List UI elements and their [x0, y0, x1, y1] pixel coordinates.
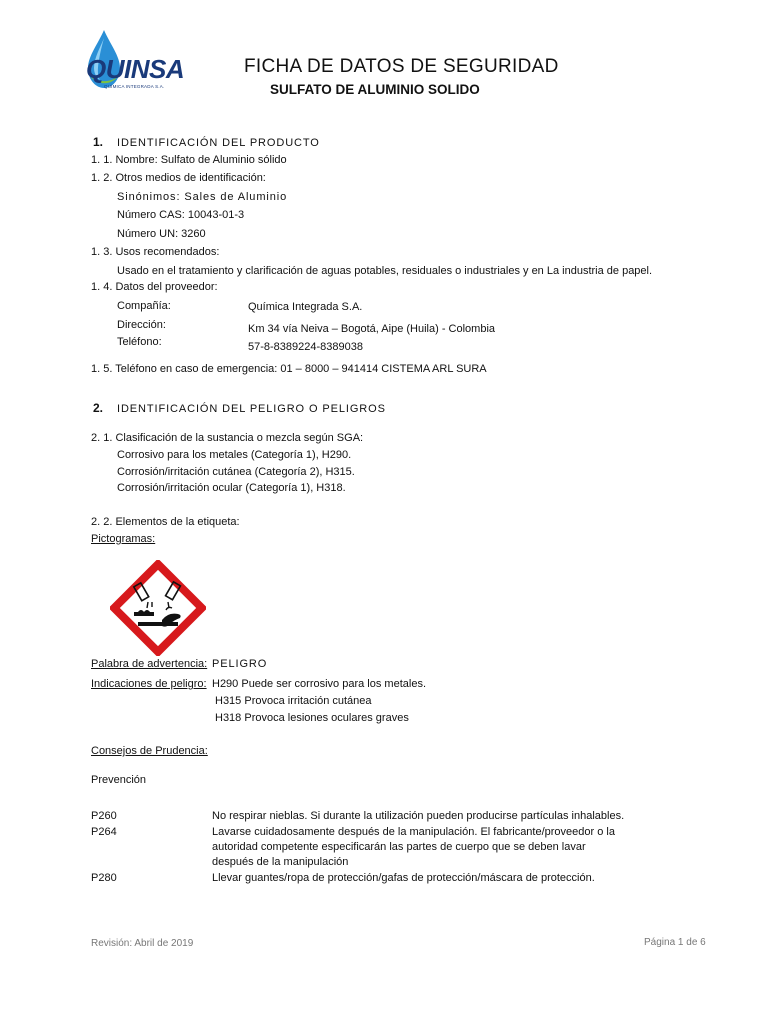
- p264-line-2: autoridad competente especificarán las partes de cuerpo que se deben lavar: [212, 841, 586, 853]
- ghs-corrosion-icon: [110, 560, 206, 656]
- un-number: Número UN: 3260: [117, 228, 206, 240]
- hazard-h318: H318 Provoca lesiones oculares graves: [215, 712, 409, 724]
- classification-2: Corrosión/irritación cutánea (Categoría 2), H315.: [117, 466, 355, 478]
- logo-subtext: QUÍMICA INTEGRADA S.A.: [104, 84, 165, 89]
- address-value: Km 34 vía Neiva – Bogotá, Aipe (Huila) - Colombia: [248, 323, 496, 335]
- p280-code: P280: [91, 872, 117, 884]
- logo-text: QUINSA: [86, 54, 185, 84]
- item-2-2: 2. 2. Elementos de la etiqueta:: [91, 516, 240, 528]
- signal-word-label: Palabra de advertencia:: [91, 658, 208, 670]
- company-logo: [76, 28, 185, 98]
- address-label: Dirección:: [117, 319, 166, 331]
- document-title: FICHA DE DATOS DE SEGURIDAD: [244, 56, 559, 77]
- footer-page-number: Página 1 de 6: [644, 937, 706, 948]
- p264-code: P264: [91, 826, 117, 838]
- synonyms-text: Sinónimos: Sales de Aluminio: [117, 191, 288, 203]
- section-2-number: 2.: [93, 401, 104, 415]
- synonyms: [117, 190, 287, 204]
- item-1-2: 1. 2. Otros medios de identificación:: [91, 172, 266, 184]
- document-subtitle: SULFATO DE ALUMINIO SOLIDO: [270, 82, 480, 97]
- item-2-1: 2. 1. Clasificación de la sustancia o mezcla según SGA:: [91, 432, 364, 444]
- p260-text: No respirar nieblas. Si durante la utilización pueden producirse partículas inhalables.: [212, 810, 625, 822]
- p264-line-3: después de la manipulación: [212, 856, 349, 868]
- phone-value: 57-8-8389224-8389038: [248, 341, 363, 353]
- hazard-h315: H315 Provoca irritación cutánea: [215, 695, 372, 707]
- item-1-1: 1. 1. Nombre: Sulfato de Aluminio sólido: [91, 154, 287, 166]
- phone-label: Teléfono:: [117, 336, 162, 348]
- cas-number: Número CAS: 10043-01-3: [117, 209, 245, 221]
- company-label: Compañía:: [117, 300, 171, 312]
- p260-code: P260: [91, 810, 117, 822]
- item-1-3: 1. 3. Usos recomendados:: [91, 246, 220, 258]
- section-1-number: 1.: [93, 135, 104, 149]
- p264-line-1: Lavarse cuidadosamente después de la manipulación. El fabricante/proveedor o la: [212, 826, 615, 838]
- company-value: Química Integrada S.A.: [248, 301, 363, 313]
- hazard-statements-label: Indicaciones de peligro:: [91, 678, 207, 690]
- recommended-uses: Usado en el tratamiento y clarificación de aguas potables, residuales o industriales y en La industria de papel.: [117, 265, 653, 277]
- p280-text: Llevar guantes/ropa de protección/gafas de protección/máscara de protección.: [212, 872, 595, 884]
- item-1-4: 1. 4. Datos del proveedor:: [91, 281, 218, 293]
- signal-word-value: PELIGRO: [212, 658, 268, 670]
- classification-3: Corrosión/irritación ocular (Categoría 1), H318.: [117, 482, 346, 494]
- prevention-heading: Prevención: [91, 774, 147, 786]
- section-2-heading: IDENTIFICACIÓN DEL PELIGRO O PELIGROS: [117, 403, 386, 415]
- hazard-h290: H290 Puede ser corrosivo para los metales.: [212, 678, 426, 690]
- item-1-5: 1. 5. Teléfono en caso de emergencia: 01 – 8000 – 941414 CISTEMA ARL SURA: [91, 363, 487, 375]
- pictograms-label: Pictogramas:: [91, 533, 156, 545]
- classification-1: Corrosivo para los metales (Categoría 1), H290.: [117, 449, 352, 461]
- footer-revision: Revisión: Abril de 2019: [91, 938, 194, 949]
- section-1-heading: IDENTIFICACIÓN DEL PRODUCTO: [117, 137, 320, 149]
- precautionary-label: Consejos de Prudencia:: [91, 745, 208, 757]
